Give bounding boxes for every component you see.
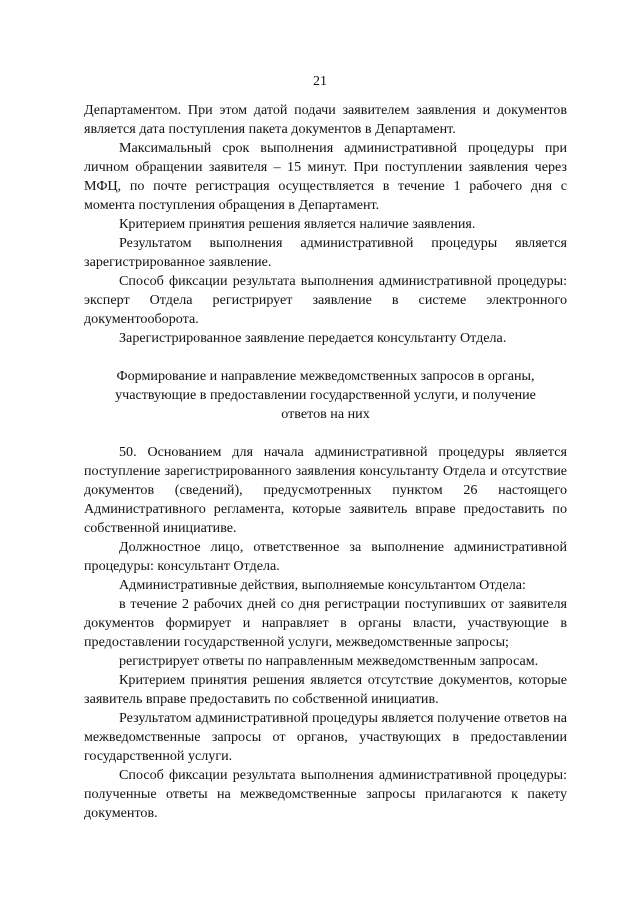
section-heading: Формирование и направление межведомственных запросов в органы, участвующие в предоставлении государственной услуги, и получение ответов на них	[115, 368, 536, 422]
paragraph: Критерием принятия решения является отсутствие документов, которые заявитель вправе предоставить по собственной инициатив.	[84, 672, 567, 707]
paragraph: в течение 2 рабочих дней со дня регистрации поступивших от заявителя документов формирует и направляет в органы власти, участвующие в предоставлении государственной услуги, межведомственные запросы;	[84, 596, 567, 650]
paragraph: Способ фиксации результата выполнения административной процедуры: эксперт Отдела регистрирует заявление в системе электронного документооборота.	[84, 273, 567, 327]
paragraph: Должностное лицо, ответственное за выполнение административной процедуры: консультант Отдела.	[84, 539, 567, 574]
paragraph: Зарегистрированное заявление передается консультанту Отдела.	[119, 330, 507, 346]
paragraph: регистрирует ответы по направленным межведомственным запросам.	[119, 653, 539, 669]
paragraph: Способ фиксации результата выполнения административной процедуры: полученные ответы на межведомственные запросы прилагаются к пакету документов.	[84, 767, 567, 821]
paragraph-item-50: 50. Основанием для начала административной процедуры является поступление зарегистрированного заявления консультанту Отдела и отсутствие документов (сведений), предусмотренных пунктом 26 настоящего Административного регламента, которые заявитель вправе предоставить по собственной инициативе.	[84, 444, 567, 536]
paragraph: Результатом административной процедуры является получение ответов на межведомственные запросы от органов, участвующих в предоставлении государственной услуги.	[84, 710, 567, 764]
paragraph: Результатом выполнения административной процедуры является зарегистрированное заявление.	[84, 235, 567, 270]
paragraph-continuation: Департаментом. При этом датой подачи заявителем заявления и документов является дата поступления пакета документов в Департамент.	[84, 102, 567, 137]
page-number: 21	[313, 74, 327, 89]
paragraph: Критерием принятия решения является наличие заявления.	[119, 216, 476, 232]
document-body	[84, 101, 567, 823]
paragraph: Максимальный срок выполнения административной процедуры при личном обращении заявителя – 15 минут. При поступлении заявления через МФЦ, по почте регистрация осуществляется в течение 1 рабочего дня с момента поступления обращения в Департамент.	[84, 140, 567, 213]
paragraph: Административные действия, выполняемые консультантом Отдела:	[119, 577, 526, 593]
